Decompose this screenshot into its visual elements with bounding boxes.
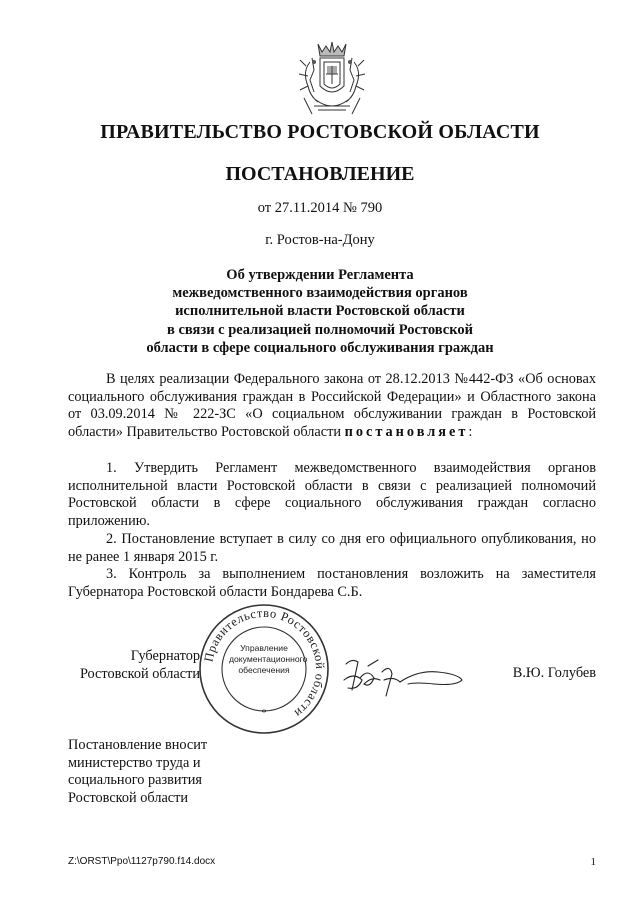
note-line: социального развития [68,772,202,789]
file-path: Z:\ORST\Ppo\1127p790.f14.docx [68,856,216,867]
clause-3: 3. Контроль за выполнением постановления возложить на заместителя Губернатора Ростовской области Бондарева С.Б. [68,566,596,600]
date-number: от 27.11.2014 № 790 [257,200,383,216]
title-line: в связи с реализацией полномочий Ростовской [167,321,473,338]
title-line: исполнительной власти Ростовской области [175,303,465,320]
stamp-ring-text: Правительство Ростовской области [201,605,328,721]
stamp-inner-line: Управление [240,643,288,653]
signatory-name: В.Ю. Голубев [512,665,596,681]
preamble-text: В целях реализации Федерального закона от 28.12.2013 №442-ФЗ «Об основах социального обслуживания граждан в Российской Федерации» и Областного закона от 03.09.2014 № 222-ЗС «О социальном обслуживании граждан в Ростовской области» Правительство Ростовской области [68,371,596,440]
stamp-inner-text [229,643,308,676]
government-name: ПРАВИТЕЛЬСТВО РОСТОВСКОЙ ОБЛАСТИ [100,121,540,143]
title-line: области в сфере социального обслуживания граждан [146,339,494,356]
signatory-position [68,648,200,683]
stamp-inner-line: документационного [229,654,308,664]
title-line: межведомственного взаимодействия органов [172,285,468,302]
position-line: Ростовской области [79,665,200,682]
city: г. Ростов-на-Дону [265,232,375,248]
note-line: Ростовской области [68,789,189,806]
coat-of-arms-icon [296,36,368,118]
document-title [40,266,600,357]
page-number: 1 [590,856,596,868]
clause-1: 1. Утвердить Регламент межведомственного взаимодействия органов исполнительной власти Ростовской области в связи с реализацией полномочий Ростовской области в сфере социального обслуживания граждан согласно приложению. [68,460,596,529]
position-line: Губернатор [130,648,200,664]
note-line: Постановление вносит [68,737,208,753]
document-type: ПОСТАНОВЛЕНИЕ [225,163,415,185]
title-line: Об утверждении Регламента [226,267,414,283]
resolves-word: постановляет [344,423,469,440]
note-line: министерство труда и [68,754,201,771]
preamble-colon: : [468,423,473,440]
clause-2: 2. Постановление вступает в силу со дня его официального опубликования, но не ранее 1 января 2015 г. [68,531,596,565]
stamp-inner-line: обеспечения [238,665,290,675]
stamp-star: * [261,708,267,719]
submitted-by-note [68,737,268,807]
preamble-paragraph [68,371,596,441]
handwritten-signature [338,650,468,700]
